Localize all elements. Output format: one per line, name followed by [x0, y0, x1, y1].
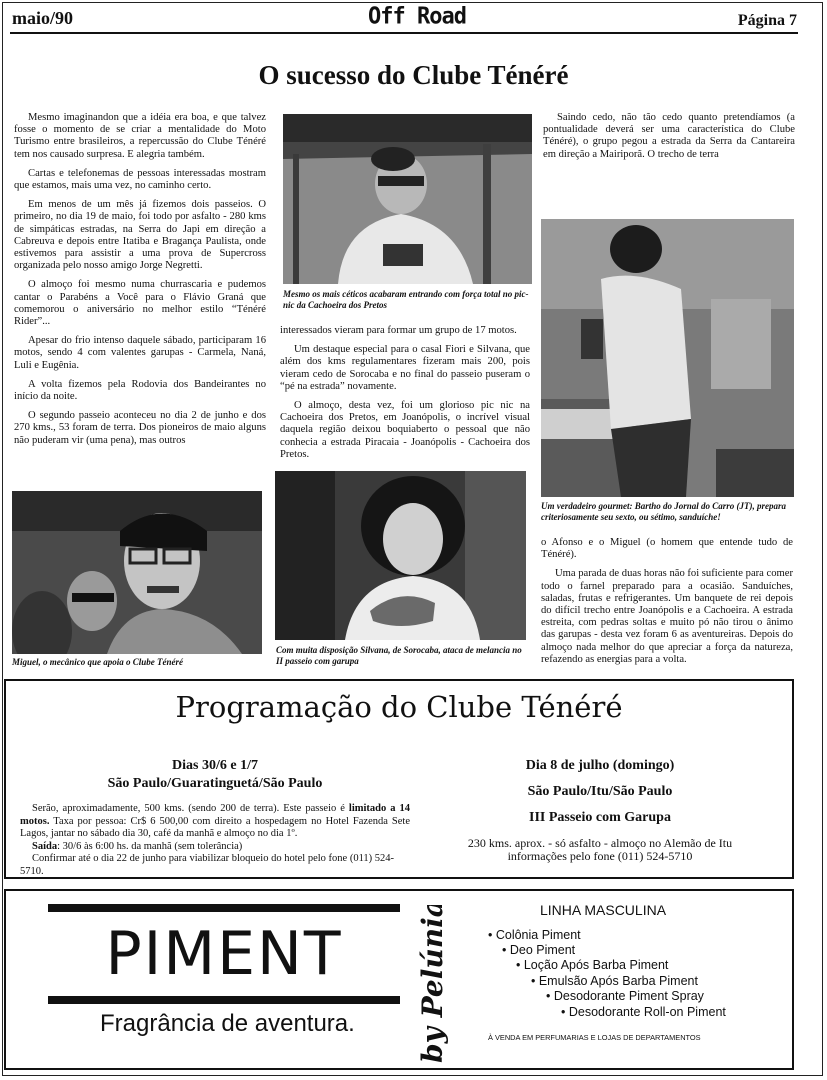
event-2-route: São Paulo/Itu/São Paulo — [527, 784, 673, 799]
event-2-info-1: 230 kms. aprox. - só asfalto - almoço no Alemão de Itu — [467, 836, 733, 850]
magazine-logo: Off Road — [368, 3, 466, 30]
event-1-text: Taxa por pessoa: Cr$ 6 500,00 com direito a hospedagem no Hotel Fazenda Sete Lagos, jantar no sábado dia 30, café da manhã e almoço no dia 1º. — [20, 815, 410, 839]
event-2-date: Dia 8 de julho (domingo) — [525, 758, 675, 773]
product-item: • Colônia Piment — [488, 928, 581, 942]
event-2-info-2: informações pelo fone (011) 524-5710 — [507, 849, 693, 863]
event-1 — [20, 757, 410, 878]
photo-gourmet — [541, 219, 794, 497]
product-item: • Deo Piment — [502, 943, 576, 957]
paragraph: Apesar do frio intenso daquele sábado, participaram 16 motos, sendo 4 com valentes garupas - Carmela, Naná, Luli e Eugênia. — [14, 335, 266, 371]
product-item: • Desodorante Piment Spray — [546, 989, 704, 1003]
event-1-text: Serão, aproximadamente, 500 kms. (sendo 200 de terra). Este passeio é — [32, 803, 349, 814]
event-1-dates: Dias 30/6 e 1/7 — [172, 758, 258, 773]
saida-text: : 30/6 às 6:00 hs. da manhã (sem tolerância) — [57, 840, 243, 852]
paragraph: Em menos de um mês já fizemos dois passeios. O primeiro, no dia 19 de maio, foi todo por asfalto - 280 kms de simpáticas estradas, na Serra do Japi em direção a Cabreuva e depois entre Itatiba e Bragança Paulista, onde estivemos para assistir a uma prova de Supercross organizada pelo nosso amigo Jorge Negretti. — [14, 199, 266, 272]
article-col-3-bottom — [541, 537, 793, 673]
caption-miguel: Miguel, o mecânico que apoia o Clube Ténéré — [12, 657, 183, 667]
by-pelunia-text: by Pelúnia — [416, 905, 449, 1063]
paragraph: Cartas e telefonemas de pessoas interessadas mostram que estamos, mais uma vez, no caminho certo. — [14, 167, 266, 192]
photo-silvana — [275, 471, 526, 640]
product-item: • Emulsão Após Barba Piment — [531, 974, 698, 988]
paragraph: Saindo cedo, não tão cedo quanto pretendíamos (a pontualidade deverá ser uma característica do Clube Ténéré), o grupo pegou a estrada da Serra da Cantareira em direção a Mairiporã. O trecho de terra — [543, 112, 795, 160]
paragraph: O almoço foi mesmo numa churrascaria e pudemos cantar o Parabéns a Você para o Flávio Graná que comemorou o aniversário no melhor estilo “Ténéré Rider”... — [14, 279, 266, 328]
event-1-confirm: Confirmar até o dia 22 de junho para viabilizar bloqueio do hotel pelo fone (011) 524-5710. — [20, 853, 395, 877]
logo-bar-top — [48, 904, 400, 912]
paragraph: O segundo passeio aconteceu no dia 2 de junho e dos 270 kms., 53 foram de terra. Dos pioneiros de maio alguns não puderam vir (uma pena), mas outros — [14, 410, 266, 446]
paragraph: A volta fizemos pela Rodovia dos Bandeirantes no início da noite. — [14, 378, 266, 403]
product-item: • Desodorante Roll-on Piment — [561, 1005, 726, 1019]
photo-picnic — [283, 114, 532, 284]
piment-logo — [48, 904, 400, 1004]
event-2 — [430, 757, 770, 863]
paragraph: O almoço, desta vez, foi um glorioso pic nic na Cachoeira dos Pretos, em Joanópolis, o incrível visual daquela região deixou boquiaberto o pessoal que não conhecia a estrada Piracaia - Joanópolis - Cachoeira dos Pretos. — [280, 400, 530, 460]
line-title: LINHA MASCULINA — [540, 902, 667, 918]
programacao-title: Programação do Clube Ténéré — [175, 690, 623, 724]
saida-label: Saída — [32, 840, 58, 852]
issue-date: maio/90 — [12, 8, 73, 28]
availability-note: À VENDA EM PERFUMARIAS E LOJAS DE DEPARTAMENTOS — [488, 1033, 701, 1042]
paragraph: Um destaque especial para o casal Fiori e Silvana, que além dos kms regulamentares fizeram mais 200, pois vieram cedo de Sorocaba e no final do passeio puseram o “pé na estrada” novamente. — [280, 344, 530, 392]
caption-gourmet: Um verdadeiro gourmet: Bartho do Jornal do Carro (JT), prepara criteriosamente seu sexto, ou sétimo, sanduíche! — [541, 501, 787, 522]
header-rule — [10, 32, 798, 34]
paragraph: Uma parada de duas horas não foi suficiente para comer todo o farnel preparado para a ocasião. Sanduíches, saladas, frutas e refrigerantes. Um banquete de rei depois do difícil trecho entre Joanópolis e a Cachoeira. A estrada estreita, com pedras soltas e muito pó não tirou o ânimo das garupas - desta vez foram 6 as aventureiras. Depois do almoço nada melhor do que apreciar a força da natureza, refazendo as energias para a volta. — [541, 568, 793, 665]
event-2-name: III Passeio com Garupa — [529, 810, 671, 825]
article-title: O sucesso do Clube Ténéré — [258, 60, 569, 90]
article-col-1 — [14, 112, 266, 454]
event-1-saida — [20, 841, 410, 854]
page-number: Página 7 — [737, 12, 797, 29]
product-item: • Loção Após Barba Piment — [516, 958, 669, 972]
article-col-2 — [280, 325, 530, 468]
event-1-description — [20, 803, 410, 841]
brand-name: PIMENT — [105, 919, 343, 989]
event-1-limit: limitado a 14 motos. — [20, 803, 410, 827]
caption-silvana: Com muita disposição Silvana, de Sorocaba, ataca de melancia no II passeio com garupa — [276, 645, 522, 666]
photo-miguel — [12, 491, 262, 654]
paragraph: interessados vieram para formar um grupo de 17 motos. — [280, 325, 517, 336]
event-1-route: São Paulo/Guaratinguetá/São Paulo — [107, 776, 323, 791]
logo-bar-bottom — [48, 996, 400, 1004]
paragraph: o Afonso e o Miguel (o homem que entende tudo de Ténéré). — [541, 537, 793, 561]
article-col-3-top — [543, 112, 795, 168]
caption-picnic: Mesmo os mais céticos acabaram entrando com força total no pic-nic da Cachoeira dos Pretos — [283, 289, 529, 310]
pelunia-signature — [404, 905, 456, 1065]
ad-slogan: Fragrância de aventura. — [100, 1010, 355, 1037]
paragraph: Mesmo imaginandon que a idéia era boa, e que talvez fosse o momento de se criar a mentalidade do Moto Turismo entre brasileiros, a repercussão do Clube Ténéré tem nos causado surpresa. E alegria também. — [14, 112, 266, 160]
